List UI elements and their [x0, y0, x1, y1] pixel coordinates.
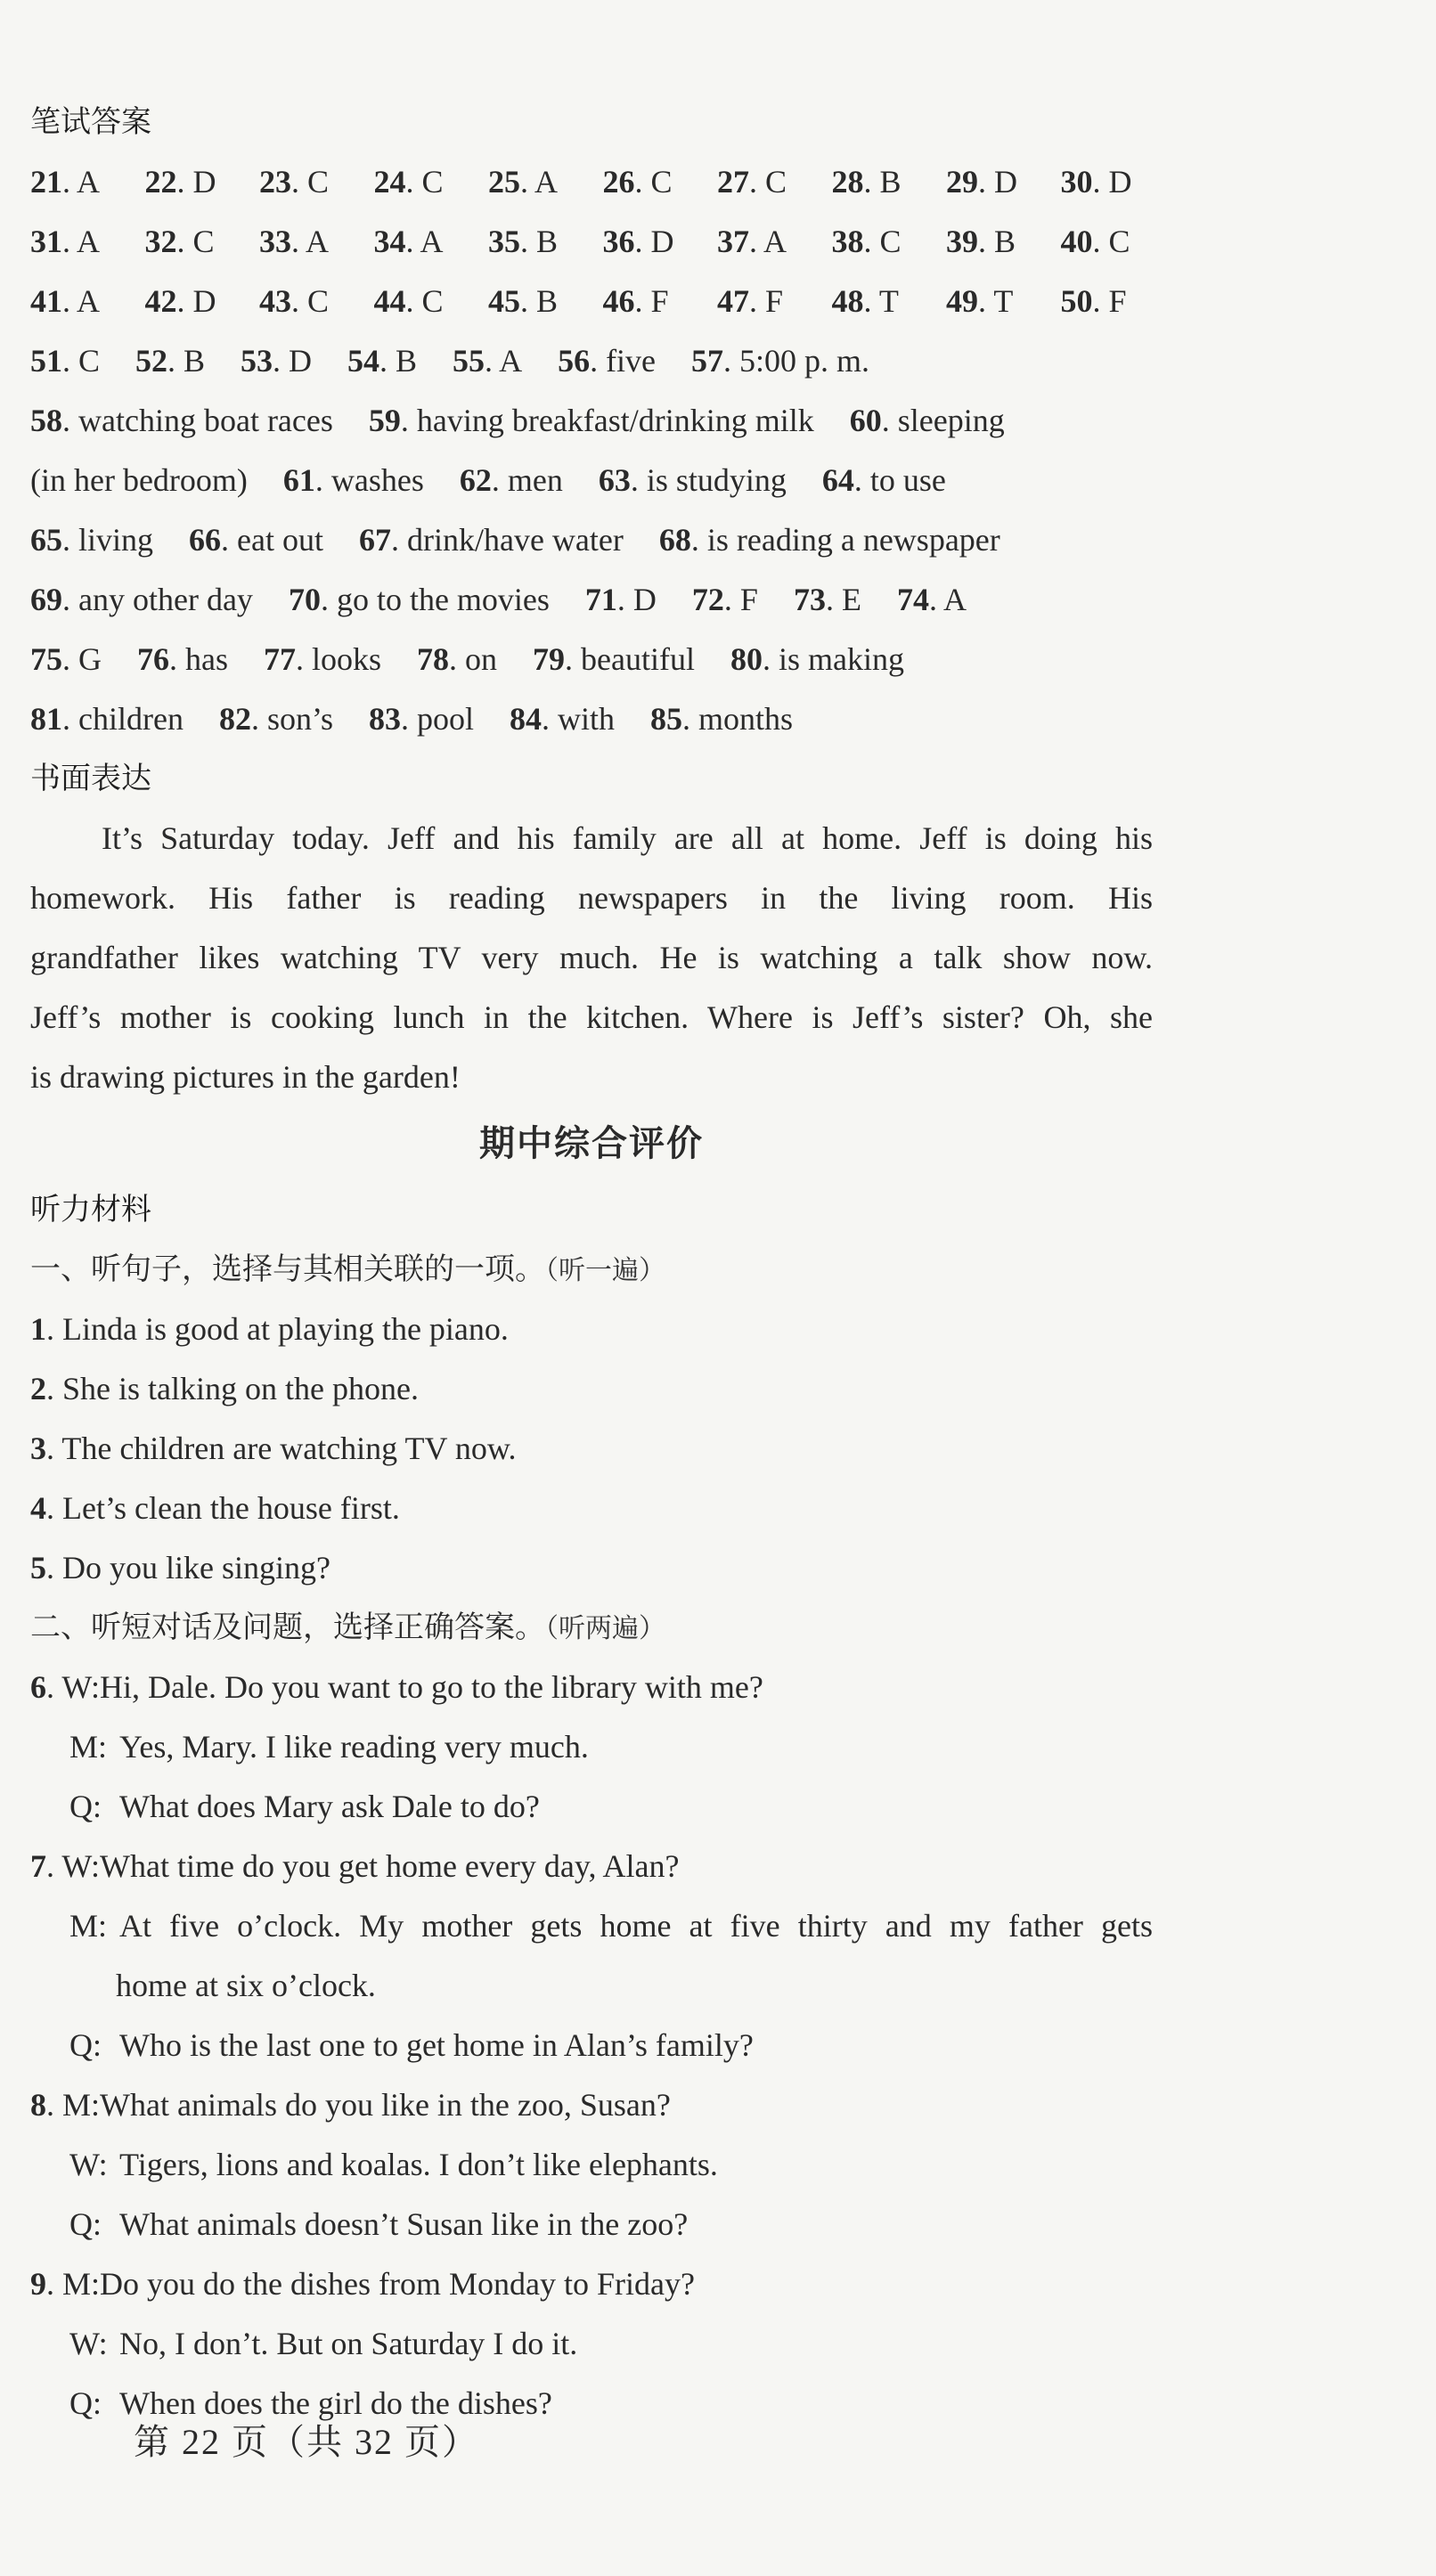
answer-number: 28	[831, 164, 864, 200]
essay-line: Jeff’s mother is cooking lunch in the kitchen. Where is Jeff’s sister? Oh, she	[30, 999, 1153, 1035]
answer-value: five	[606, 343, 657, 379]
answer-number: 71	[584, 582, 617, 617]
answer-value: F	[1108, 283, 1127, 319]
answer-number: 80	[730, 641, 763, 677]
speaker-label: Q:	[69, 2385, 102, 2421]
answer-value: B	[184, 343, 206, 379]
answer-item: 48. T	[831, 283, 899, 319]
answer-value: B	[536, 283, 559, 319]
dialogue-line: 9. M:Do you do the dishes from Monday to Friday?	[30, 2266, 695, 2302]
answer-item: 51. C	[30, 343, 101, 379]
answer-value: C	[307, 283, 330, 319]
answer-value: children	[78, 701, 184, 737]
answer-item: 52. B	[135, 343, 206, 379]
section-1-heading	[30, 1240, 1153, 1300]
answer-item: 80. is making	[730, 641, 904, 677]
answer-row	[30, 689, 1153, 749]
answer-row	[30, 510, 1153, 570]
speaker-label: W:	[69, 2147, 108, 2182]
answer-number: 72	[691, 582, 724, 617]
sentence-item: 5. Do you like singing?	[30, 1550, 330, 1586]
answer-number: 55	[453, 343, 485, 379]
answer-item: 57. 5:00 p. m.	[691, 343, 870, 379]
dialogue-text: Hi, Dale. Do you want to go to the library with me?	[100, 1669, 763, 1705]
answer-number: 70	[288, 582, 321, 617]
answer-item: 56. five	[558, 343, 657, 379]
answer-number: 26	[602, 164, 635, 200]
answer-value: F	[650, 283, 669, 319]
answer-value: is studying	[646, 462, 787, 498]
answer-item: 43. C	[259, 283, 330, 319]
answer-number: 82	[218, 701, 251, 737]
section-2-label: 二、听短对话及问题，选择正确答案。	[30, 1610, 545, 1645]
item-number: 8	[30, 2087, 46, 2123]
answer-value: son’s	[266, 701, 333, 737]
answer-number: 31	[30, 224, 62, 259]
answer-value: E	[841, 582, 861, 617]
answer-value: D	[1108, 164, 1132, 200]
dialogue-text: Do you do the dishes from Monday to Friday?	[100, 2266, 695, 2302]
dialogue-text: What does Mary ask Dale to do?	[119, 1789, 540, 1824]
answer-value: eat out	[237, 522, 323, 558]
answer-value: C	[78, 343, 101, 379]
writing-heading: 书面表达	[30, 761, 151, 796]
sentence-item: 3. The children are watching TV now.	[30, 1431, 517, 1466]
dialogue-line	[30, 2314, 1153, 2374]
answer-item: 34. A	[373, 224, 444, 259]
answer-item	[30, 451, 248, 510]
answer-value: go to the movies	[336, 582, 550, 617]
answer-item: 22. D	[144, 164, 216, 200]
answer-value: D	[632, 582, 657, 617]
answer-number: 56	[558, 343, 591, 379]
answer-item: 58. watching boat races	[30, 403, 333, 438]
dialogue-line	[30, 2135, 1153, 2195]
dialogue-text: home at six o’clock.	[116, 1968, 376, 2003]
answer-value: A	[420, 224, 444, 259]
item-number: 4	[30, 1490, 46, 1526]
answer-number: 59	[368, 403, 401, 438]
answer-value: T	[993, 283, 1014, 319]
answer-number: 60	[849, 403, 882, 438]
answer-number: 58	[30, 403, 62, 438]
answer-item: 60. sleeping	[849, 403, 1005, 438]
speaker-label: W:	[61, 1848, 101, 1884]
answer-number: 65	[30, 522, 62, 558]
sentence-text: The children are watching TV now.	[61, 1431, 517, 1466]
answer-number: 41	[30, 283, 62, 319]
sentence-text: Do you like singing?	[62, 1550, 330, 1586]
answer-value: A	[77, 164, 101, 200]
answer-value: beautiful	[581, 641, 695, 677]
sentence-item: 4. Let’s clean the house first.	[30, 1490, 400, 1526]
answer-number: 84	[510, 701, 542, 737]
answer-number: 24	[373, 164, 406, 200]
answer-item: 55. A	[453, 343, 523, 379]
answer-number: 40	[1060, 224, 1093, 259]
answer-value: C	[421, 164, 444, 200]
essay-line: homework. His father is reading newspapers in the living room. His	[30, 880, 1153, 916]
answer-number: 45	[488, 283, 520, 319]
essay	[30, 809, 1153, 1107]
dialogue-list	[30, 1658, 1153, 2433]
answer-number: 23	[259, 164, 291, 200]
answer-item: 27. C	[717, 164, 787, 200]
answer-item: 47. F	[717, 283, 784, 319]
answer-item: 76. has	[137, 641, 228, 677]
answer-row	[30, 630, 1153, 689]
sentence-text: She is talking on the phone.	[62, 1371, 419, 1406]
answer-item: 26. C	[602, 164, 673, 200]
answer-value: drink/have water	[406, 522, 624, 558]
answer-value: A	[499, 343, 523, 379]
dialogue-text: What animals doesn’t Susan like in the zoo?	[119, 2206, 689, 2242]
speaker-label: Q:	[69, 1789, 102, 1824]
answer-item: 67. drink/have water	[358, 522, 624, 558]
answer-item: 69. any other day	[30, 582, 253, 617]
dialogue-line	[30, 2016, 1153, 2075]
answer-item: 66. eat out	[189, 522, 323, 558]
answer-number: 81	[30, 701, 62, 737]
answer-number: 66	[189, 522, 222, 558]
dialogue-line	[30, 1956, 1153, 2016]
item-number: 5	[30, 1550, 46, 1586]
sentence-item: 2. She is talking on the phone.	[30, 1371, 419, 1406]
answer-row	[30, 451, 1153, 510]
answer-number: 54	[347, 343, 380, 379]
answer-row	[30, 331, 1153, 391]
item-number: 9	[30, 2266, 46, 2302]
answer-item: 85. months	[650, 701, 794, 737]
speaker-label: W:	[61, 1669, 101, 1705]
answer-number: 47	[717, 283, 749, 319]
answer-number: 68	[658, 522, 691, 558]
speaker-label: W:	[69, 2326, 108, 2361]
answer-item: 29. D	[946, 164, 1017, 200]
answer-item: 37. A	[717, 224, 787, 259]
dialogue-text: At five o’clock. My mother gets home at five thirty and my father gets	[119, 1908, 1153, 1944]
answer-item: 84. with	[510, 701, 616, 737]
answer-value: C	[879, 224, 902, 259]
answer-number: 22	[144, 164, 177, 200]
answer-value: watching boat races	[78, 403, 333, 438]
answer-value: is making	[778, 641, 904, 677]
answer-value: looks	[312, 641, 382, 677]
answer-value: B	[396, 343, 418, 379]
answer-number: 49	[946, 283, 978, 319]
answer-number: 30	[1060, 164, 1093, 200]
answer-value: having breakfast/drinking milk	[416, 403, 814, 438]
answer-number: 57	[691, 343, 724, 379]
answer-value: C	[765, 164, 787, 200]
answer-item: 65. living	[30, 522, 154, 558]
answer-value: C	[1108, 224, 1130, 259]
answer-item: 63. is studying	[598, 462, 787, 498]
answer-item: 32. C	[144, 224, 215, 259]
answer-number: 38	[831, 224, 864, 259]
answer-value: any other day	[78, 582, 253, 617]
answer-number: 73	[793, 582, 826, 617]
answer-item: 45. B	[488, 283, 559, 319]
answer-number: 76	[137, 641, 169, 677]
answer-row	[30, 391, 1153, 451]
answer-item: 24. C	[373, 164, 444, 200]
page-content	[30, 93, 1153, 2433]
answer-number: 32	[144, 224, 177, 259]
essay-line: It’s Saturday today. Jeff and his family are all at home. Jeff is doing his	[102, 820, 1153, 856]
section-1-note: （听一遍）	[545, 1255, 665, 1286]
answer-value: on	[465, 641, 498, 677]
answer-item: 50. F	[1060, 283, 1127, 319]
speaker-label: M:	[62, 2087, 101, 2123]
dialogue-text: What time do you get home every day, Alan?	[100, 1848, 680, 1884]
answer-item: 36. D	[602, 224, 674, 259]
sentence-text: Let’s clean the house first.	[62, 1490, 400, 1526]
answer-value: D	[289, 343, 313, 379]
answer-value: D	[192, 283, 216, 319]
item-number: 2	[30, 1371, 46, 1406]
answer-item: 49. T	[946, 283, 1014, 319]
dialogue-text: No, I don’t. But on Saturday I do it.	[119, 2326, 578, 2361]
answer-item: 39. B	[946, 224, 1016, 259]
answer-grid	[30, 152, 1153, 331]
answer-value: to use	[869, 462, 946, 498]
answer-value: pool	[416, 701, 474, 737]
answer-item: 53. D	[241, 343, 313, 379]
speaker-label: Q:	[69, 2027, 102, 2063]
answer-number: 43	[259, 283, 291, 319]
answer-value: D	[994, 164, 1017, 200]
answer-item: 78. on	[417, 641, 498, 677]
speaker-label: M:	[62, 2266, 101, 2302]
answer-item: 59. having breakfast/drinking milk	[368, 403, 814, 438]
answers-heading: 笔试答案	[30, 104, 151, 140]
answer-value: B	[536, 224, 559, 259]
speaker-label: M:	[69, 1729, 108, 1765]
answer-value: A	[763, 224, 787, 259]
answer-number: 77	[264, 641, 296, 677]
answer-number: 64	[821, 462, 854, 498]
dialogue-text: Yes, Mary. I like reading very much.	[119, 1729, 589, 1765]
answer-value: living	[78, 522, 154, 558]
answer-number: 39	[946, 224, 978, 259]
answer-value: sleeping	[897, 403, 1005, 438]
answer-value: T	[878, 283, 899, 319]
answer-item: 31. A	[30, 224, 101, 259]
answer-item: 21. A	[30, 164, 101, 200]
answer-item: 68. is reading a newspaper	[658, 522, 1000, 558]
exam-title: 期中综合评价	[479, 1123, 704, 1164]
dialogue-line: 7. W:What time do you get home every day, Alan?	[30, 1848, 680, 1884]
dialogue-text: What animals do you like in the zoo, Susan?	[100, 2087, 671, 2123]
answer-number: 85	[650, 701, 683, 737]
answer-row	[30, 212, 1153, 272]
dialogue-line: 6. W:Hi, Dale. Do you want to go to the library with me?	[30, 1669, 763, 1705]
answer-item: 71. D	[584, 582, 657, 617]
answer-item: 77. looks	[264, 641, 382, 677]
answer-number: 46	[602, 283, 635, 319]
answer-value: B	[879, 164, 902, 200]
dialogue-text: Who is the last one to get home in Alan’s family?	[119, 2027, 754, 2063]
item-number: 7	[30, 1848, 46, 1884]
answer-number: 83	[368, 701, 401, 737]
answer-value: men	[507, 462, 563, 498]
answer-value: (in her bedroom)	[30, 462, 248, 498]
answer-value: A	[77, 224, 101, 259]
answer-item: 44. C	[373, 283, 444, 319]
answer-item: 54. B	[347, 343, 418, 379]
answer-item: 62. men	[459, 462, 563, 498]
answer-item: 81. children	[30, 701, 184, 737]
sentence-list	[30, 1300, 1153, 1598]
answer-number: 42	[144, 283, 177, 319]
answer-value: C	[307, 164, 330, 200]
answer-number: 33	[259, 224, 291, 259]
answer-value: B	[994, 224, 1016, 259]
answer-number: 37	[717, 224, 749, 259]
answer-item: 70. go to the movies	[288, 582, 550, 617]
dialogue-line	[30, 1896, 1153, 1956]
essay-line: grandfather likes watching TV very much. He is watching a talk show now.	[30, 940, 1153, 975]
answer-item: 40. C	[1060, 224, 1130, 259]
answer-item: 61. washes	[282, 462, 424, 498]
answer-value: washes	[330, 462, 424, 498]
answer-value: months	[698, 701, 794, 737]
answer-item: 23. C	[259, 164, 330, 200]
answer-item: 41. A	[30, 283, 101, 319]
answer-value: G	[78, 641, 102, 677]
answer-item: 38. C	[831, 224, 902, 259]
answer-item: 28. B	[831, 164, 902, 200]
sentence-item: 1. Linda is good at playing the piano.	[30, 1311, 509, 1347]
item-number: 1	[30, 1311, 46, 1347]
answer-number: 79	[533, 641, 566, 677]
section-2-heading	[30, 1598, 1153, 1658]
sentence-text: Linda is good at playing the piano.	[62, 1311, 509, 1347]
page-footer: 第 22 页（共 32 页）	[134, 2422, 479, 2462]
answer-number: 51	[30, 343, 62, 379]
answer-item: 64. to use	[821, 462, 946, 498]
answer-item: 74. A	[896, 582, 967, 617]
answer-item: 82. son’s	[218, 701, 333, 737]
answer-item: 75. G	[30, 641, 102, 677]
answer-number: 78	[417, 641, 450, 677]
dialogue-line: 8. M:What animals do you like in the zoo, Susan?	[30, 2087, 671, 2123]
item-number: 6	[30, 1669, 46, 1705]
answer-number: 44	[373, 283, 406, 319]
answer-item: 25. A	[488, 164, 559, 200]
answer-value: A	[534, 164, 559, 200]
answer-value: has	[185, 641, 228, 677]
answer-item: 35. B	[488, 224, 559, 259]
answer-number: 62	[459, 462, 492, 498]
answer-item: 83. pool	[368, 701, 474, 737]
essay-line: is drawing pictures in the garden!	[30, 1059, 461, 1095]
answer-number: 74	[896, 582, 929, 617]
answer-number: 53	[241, 343, 273, 379]
answer-number: 35	[488, 224, 520, 259]
dialogue-line	[30, 2195, 1153, 2254]
answer-value: C	[650, 164, 673, 200]
answer-row	[30, 272, 1153, 331]
answer-value: with	[558, 701, 616, 737]
answer-value: C	[192, 224, 215, 259]
answer-number: 25	[488, 164, 520, 200]
answer-row	[30, 570, 1153, 630]
answer-number: 63	[598, 462, 631, 498]
answer-number: 67	[358, 522, 391, 558]
answer-number: 61	[282, 462, 315, 498]
answer-number: 52	[135, 343, 168, 379]
dialogue-line	[30, 1717, 1153, 1777]
answer-number: 69	[30, 582, 62, 617]
answer-value: D	[192, 164, 216, 200]
answer-row	[30, 152, 1153, 212]
item-number: 3	[30, 1431, 46, 1466]
listening-heading: 听力材料	[30, 1192, 151, 1227]
answer-lines	[30, 331, 1153, 749]
dialogue-text: When does the girl do the dishes?	[119, 2385, 552, 2421]
answer-number: 21	[30, 164, 62, 200]
answer-value: A	[942, 582, 967, 617]
answer-value: F	[739, 582, 758, 617]
answer-item: 33. A	[259, 224, 330, 259]
answer-value: 5:00 p. m.	[739, 343, 870, 379]
dialogue-text: Tigers, lions and koalas. I don’t like elephants.	[119, 2147, 718, 2182]
speaker-label: Q:	[69, 2206, 102, 2242]
section-2-note: （听两遍）	[545, 1613, 665, 1644]
answer-item: 73. E	[793, 582, 861, 617]
answer-number: 75	[30, 641, 62, 677]
answer-value: is reading a newspaper	[706, 522, 1000, 558]
section-1-label: 一、听句子，选择与其相关联的一项。	[30, 1251, 545, 1287]
answer-item: 30. D	[1060, 164, 1132, 200]
answer-number: 48	[831, 283, 864, 319]
answer-item: 46. F	[602, 283, 669, 319]
answer-item: 72. F	[691, 582, 758, 617]
answer-number: 27	[717, 164, 749, 200]
dialogue-line	[30, 1777, 1153, 1837]
answer-value: C	[421, 283, 444, 319]
answer-number: 50	[1060, 283, 1093, 319]
answer-value: A	[306, 224, 330, 259]
answer-value: D	[650, 224, 674, 259]
answer-number: 36	[602, 224, 635, 259]
answer-number: 34	[373, 224, 406, 259]
answer-item: 42. D	[144, 283, 216, 319]
answer-number: 29	[946, 164, 978, 200]
speaker-label: M:	[69, 1908, 108, 1944]
answer-value: A	[77, 283, 101, 319]
answer-value: F	[765, 283, 784, 319]
answer-item: 79. beautiful	[533, 641, 695, 677]
